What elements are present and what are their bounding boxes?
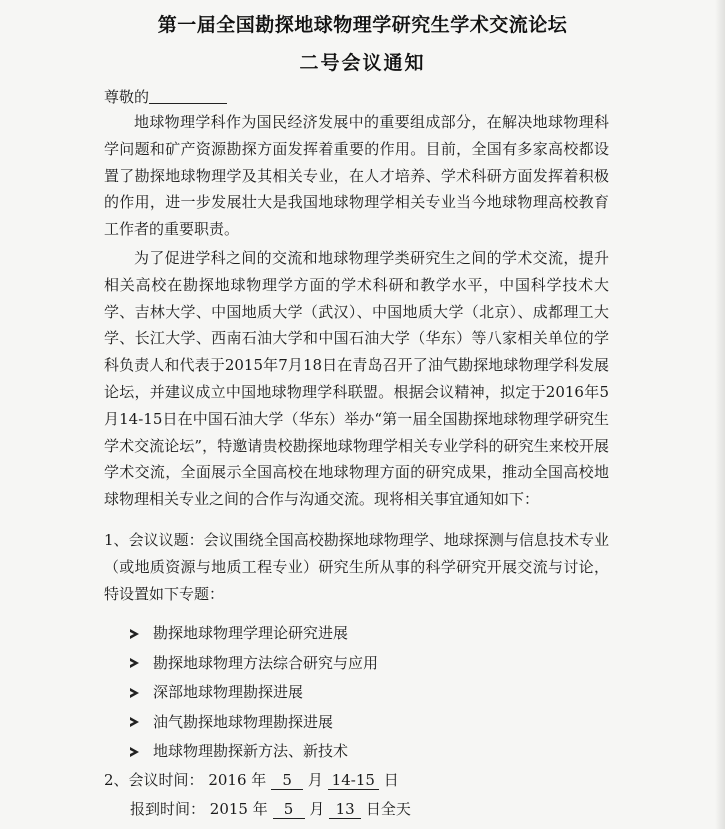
- meeting-year: 2016: [208, 771, 247, 789]
- topic-label: 勘探地球物理学理论研究进展: [153, 624, 349, 642]
- intro-paragraph: 地球物理学科作为国民经济发展中的重要组成部分，在解决地球物理科学问题和矿产资源勘探方面发挥着重要的作用。目前，全国有多家高校都设置了勘探地球物理学及其相关专业，在人才培养、学术科研方面发挥着积极的作用，进一步发展壮大是我国地球物理学相关专业当今地球物理高校教育工作者的重要职责。: [104, 113, 609, 239]
- topic-label: 地球物理勘探新方法、新技术: [153, 742, 349, 760]
- topic-label: 勘探地球物理方法综合研究与应用: [153, 653, 379, 672]
- list-item: [130, 619, 378, 649]
- topic-label: 深部地球物理勘探进展: [153, 683, 304, 701]
- topic-list: [130, 619, 378, 767]
- meeting-month: 5: [271, 771, 303, 790]
- list-item: [130, 708, 378, 738]
- meeting-day: 14-15: [328, 771, 379, 790]
- report-time-label: 报到时间：: [130, 800, 206, 818]
- report-day-unit: 日全天: [365, 800, 411, 818]
- list-item: [130, 678, 378, 708]
- section-topics-intro: 1、会议议题：会议围绕全国高校勘探地球物理学、地球探测与信息技术专业（或地质资源与地质工程专业）研究生所从事的科学研究开展交流与讨论，特设置如下专题：: [104, 531, 609, 603]
- report-time-row: [130, 798, 411, 819]
- salutation-text: 尊敬的: [104, 88, 150, 106]
- meeting-month-unit: 月: [307, 771, 323, 789]
- arrow-bullet-icon: [130, 747, 139, 757]
- meeting-time-label: 2、会议时间：: [104, 771, 204, 789]
- arrow-bullet-icon: [130, 688, 139, 698]
- salutation: [104, 86, 227, 107]
- arrow-bullet-icon: [130, 717, 139, 727]
- topic-label: 油气勘探地球物理勘探进展: [153, 712, 334, 731]
- report-month-unit: 月: [309, 800, 325, 818]
- meeting-day-unit: 日: [383, 771, 399, 789]
- arrow-bullet-icon: [130, 658, 139, 668]
- document-subtitle: 二号会议通知: [299, 52, 426, 74]
- meeting-year-unit: 年: [251, 771, 267, 789]
- report-year: 2015: [209, 800, 248, 818]
- document-title: 第一届全国勘探地球物理学研究生学术交流论坛: [157, 14, 568, 36]
- list-item: [130, 649, 378, 679]
- report-day: 13: [329, 800, 361, 819]
- recipient-blank-line: [149, 89, 227, 104]
- background-paragraph: 为了促进学科之间的交流和地球物理学类研究生之间的学术交流，提升相关高校在勘探地球物理学方面的学术科研和教学水平，中国科学技术大学、吉林大学、中国地质大学（武汉）、中国地质大学（北京）、成都理工大学、长江大学、西南石油大学和中国石油大学（华东）等八家相关单位的学科负责人和代表于2015年7月18日在青岛召开了油气勘探地球物理学科发展论坛，并建议成立中国地球物理学科联盟。根据会议精神，拟定于2016年5月14-15日在中国石油大学（华东）举办“第一届全国勘探地球物理学研究生学术交流论坛”，特邀请贵校勘探地球物理学相关专业学科的研究生来校开展学术交流，全面展示全国高校在地球物理方面的研究成果，推动全国高校地球物理相关专业之间的合作与沟通交流。现将相关事宜通知如下：: [104, 249, 609, 509]
- report-year-unit: 年: [252, 800, 268, 818]
- report-month: 5: [273, 800, 305, 819]
- list-item: [130, 737, 378, 767]
- arrow-bullet-icon: [130, 629, 139, 639]
- scan-edge-shadow: [715, 0, 725, 829]
- meeting-time-row: [104, 769, 399, 790]
